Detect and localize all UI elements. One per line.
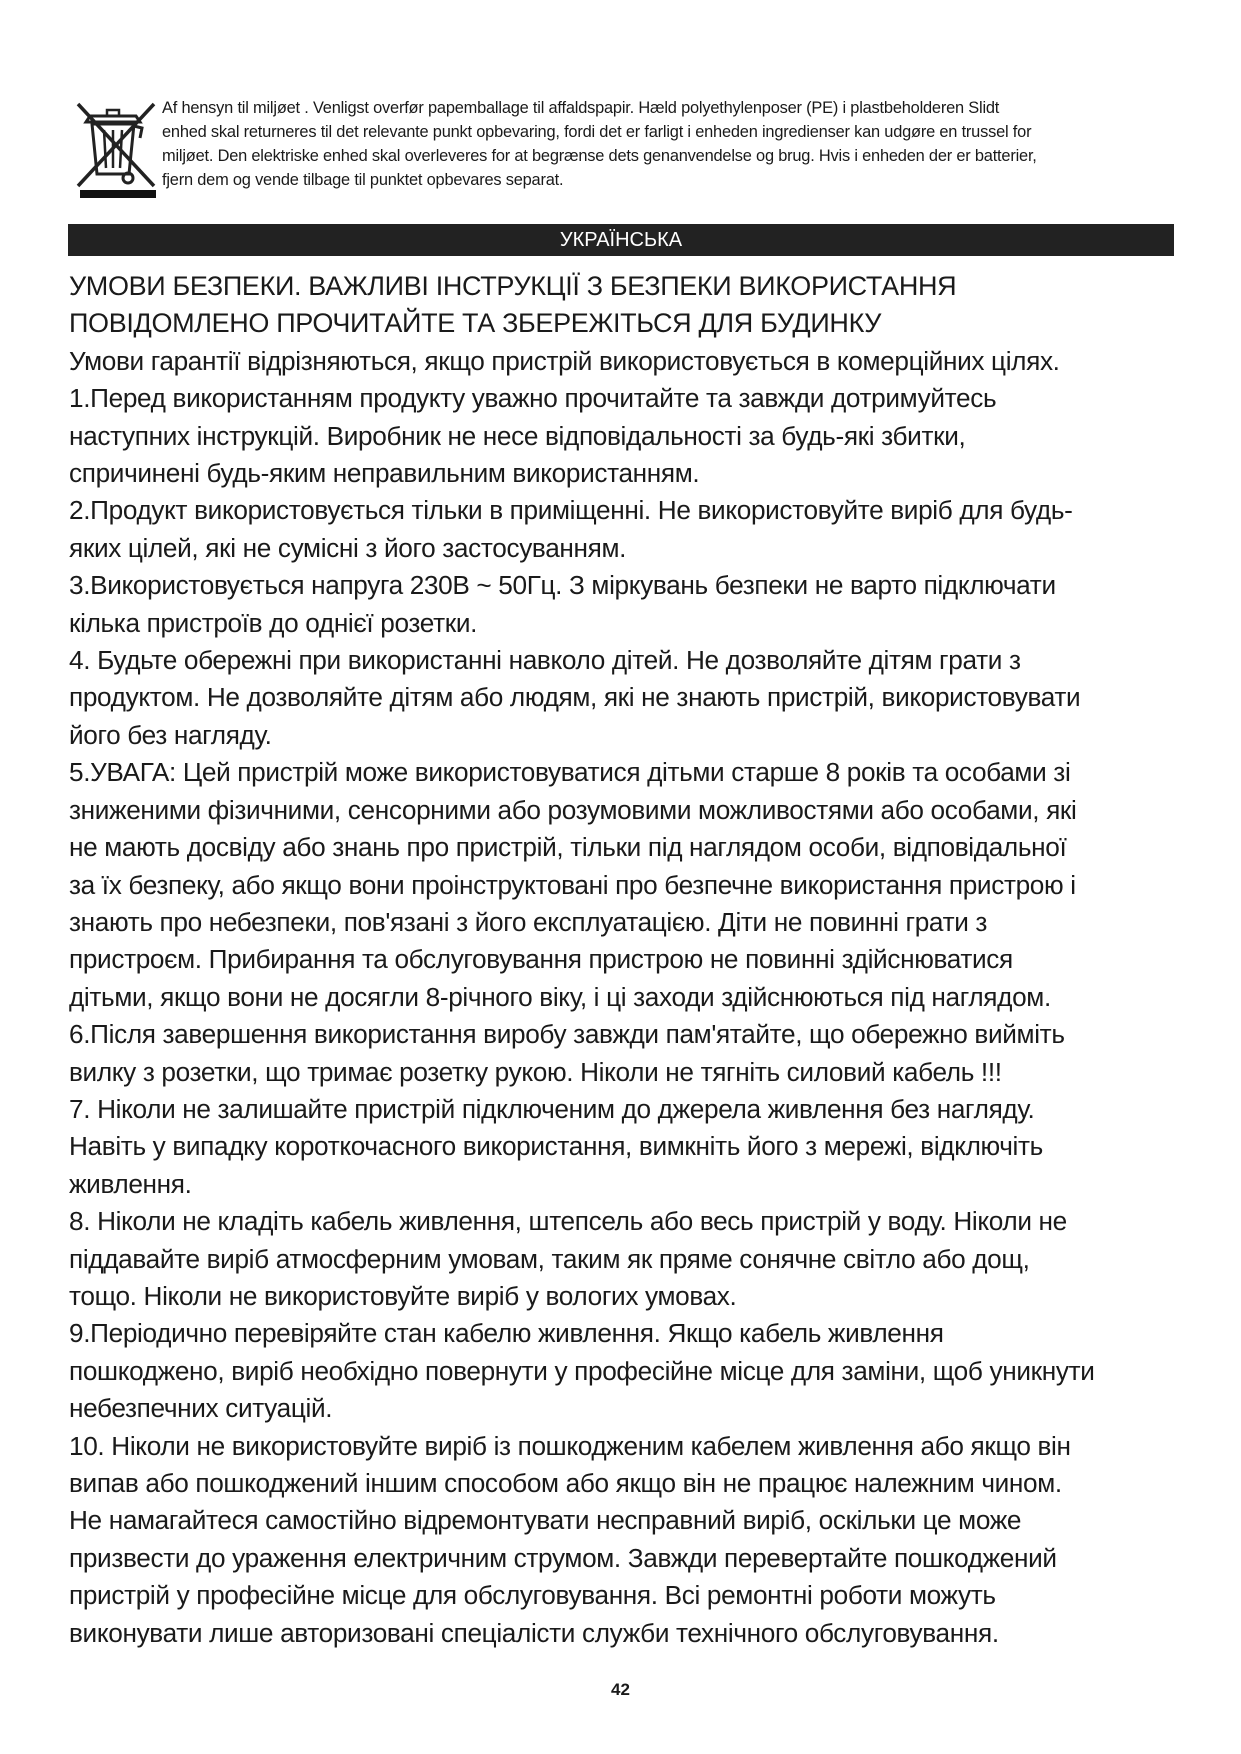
body-line: 10. Ніколи не використовуйте виріб із пошкодженим кабелем живлення або якщо він	[69, 1430, 1071, 1461]
body-line: 1.Перед використанням продукту уважно прочитайте та завжди дотримуйтесь	[69, 383, 997, 414]
body-line: 2.Продукт використовується тільки в приміщенні. Не використовуйте виріб для будь-	[69, 495, 1073, 526]
crossed-out-wheelie-bin-icon	[74, 98, 158, 198]
body-line: випав або пошкоджений іншим способом або якщо він не працює належним чином.	[69, 1468, 1062, 1498]
body-line: не мають досвіду або знань про пристрій, тільки під наглядом особи, відповідальної	[69, 832, 1067, 863]
body-line: наступних інструкцій. Виробник не несе відповідальності за будь-які збитки,	[69, 420, 966, 451]
body-line: призвести до ураження електричним струмом. Завжди перевертайте пошкоджений	[69, 1542, 1057, 1573]
body-line: тощо. Ніколи не використовуйте виріб у вологих умовах.	[69, 1280, 737, 1311]
body-line: 5.УВАГА: Цей пристрій може використовуватися дітьми старше 8 років та особами зі	[69, 757, 1071, 788]
section-heading-line: ПОВІДОМЛЕНО ПРОЧИТАЙТЕ ТА ЗБЕРЕЖІТЬСЯ ДЛЯ БУДИНКУ	[69, 308, 882, 339]
body-line: 8. Ніколи не кладіть кабель живлення, штепсель або весь пристрій у воду. Ніколи не	[69, 1206, 1067, 1237]
language-section-header: УКРАЇНСЬКА	[68, 224, 1174, 256]
page-number: 42	[611, 1680, 630, 1699]
body-line: спричинені будь-яким неправильним використанням.	[69, 458, 700, 489]
body-line: живлення.	[69, 1168, 192, 1199]
body-line: 6.Після завершення використання виробу завжди пам'ятайте, що обережно вийміть	[69, 1019, 1065, 1050]
body-line: його без нагляду.	[69, 719, 272, 750]
body-line: кілька пристроїв до однієї розетки.	[69, 607, 478, 638]
environment-notice-text	[162, 96, 1172, 192]
body-line: зниженими фізичними, сенсорними або розумовими можливостями або особами, які	[69, 794, 1077, 825]
notice-line: enhed skal returneres til det relevante punkt opbevaring, fordi det er farligt i enheden ingredienser kan udgøre en trussel for	[162, 123, 1032, 141]
section-heading-line: УМОВИ БЕЗПЕКИ. ВАЖЛИВІ ІНСТРУКЦІЇ З БЕЗПЕКИ ВИКОРИСТАННЯ	[69, 271, 957, 301]
body-line: піддавайте виріб атмосферним умовам, таким як пряме сонячне світло або дощ,	[69, 1243, 1030, 1274]
notice-line: miljøet. Den elektriske enhed skal overleveres for at begrænse dets genanvendelse og brug. Hvis i enheden der er batterier,	[162, 147, 1037, 165]
body-line: 3.Використовується напруга 230В ~ 50Гц. З міркувань безпеки не варто підключати	[69, 570, 1056, 601]
body-line: продуктом. Не дозволяйте дітям або людям, які не знають пристрій, використовувати	[69, 682, 1081, 713]
body-line: виконувати лише авторизовані спеціалісти служби технічного обслуговування.	[69, 1617, 999, 1648]
safety-instructions	[69, 268, 1174, 1652]
body-line: 9.Періодично перевіряйте стан кабелю живлення. Якщо кабель живлення	[69, 1318, 944, 1349]
body-line: Умови гарантії відрізняються, якщо пристрій використовується в комерційних цілях.	[69, 345, 1060, 376]
notice-line: fjern dem og vende tilbage til punktet opbevares separat.	[162, 171, 564, 189]
body-line: 7. Ніколи не залишайте пристрій підключеним до джерела живлення без нагляду.	[69, 1093, 1035, 1124]
body-line: пристроєм. Прибирання та обслуговування пристрою не повинні здійснюватися	[69, 944, 1013, 975]
body-line: 4. Будьте обережні при використанні навколо дітей. Не дозволяйте дітям грати з	[69, 645, 1021, 676]
body-line: Навіть у випадку короткочасного використання, вимкніть його з мережі, відключіть	[69, 1131, 1043, 1162]
environment-notice	[74, 96, 1174, 200]
body-line: яких цілей, які не сумісні з його застосуванням.	[69, 532, 627, 563]
notice-line: Af hensyn til miljøet . Venligst overfør papemballage til affaldspapir. Hæld polyethylenposer (PE) i plastbeholderen Slidt	[162, 99, 1000, 117]
body-line: пошкоджено, виріб необхідно повернути у професійне місце для заміни, щоб уникнути	[69, 1355, 1095, 1386]
body-line: небезпечних ситуацій.	[69, 1393, 333, 1424]
body-line: Не намагайтеся самостійно відремонтувати несправний виріб, оскільки це може	[69, 1505, 1022, 1536]
body-line: знають про небезпеки, пов'язані з його експлуатацією. Діти не повинні грати з	[69, 906, 988, 937]
body-line: дітьми, якщо вони не досягли 8-річного віку, і ці заходи здійснюються під наглядом.	[69, 981, 1051, 1012]
body-line: вилку з розетки, що тримає розетку рукою. Ніколи не тягніть силовий кабель !!!	[69, 1056, 1002, 1087]
body-line: за їх безпеку, або якщо вони проінструктовані про безпечне використання пристрою і	[69, 869, 1076, 900]
body-line: пристрій у професійне місце для обслуговування. Всі ремонтні роботи можуть	[69, 1580, 996, 1611]
